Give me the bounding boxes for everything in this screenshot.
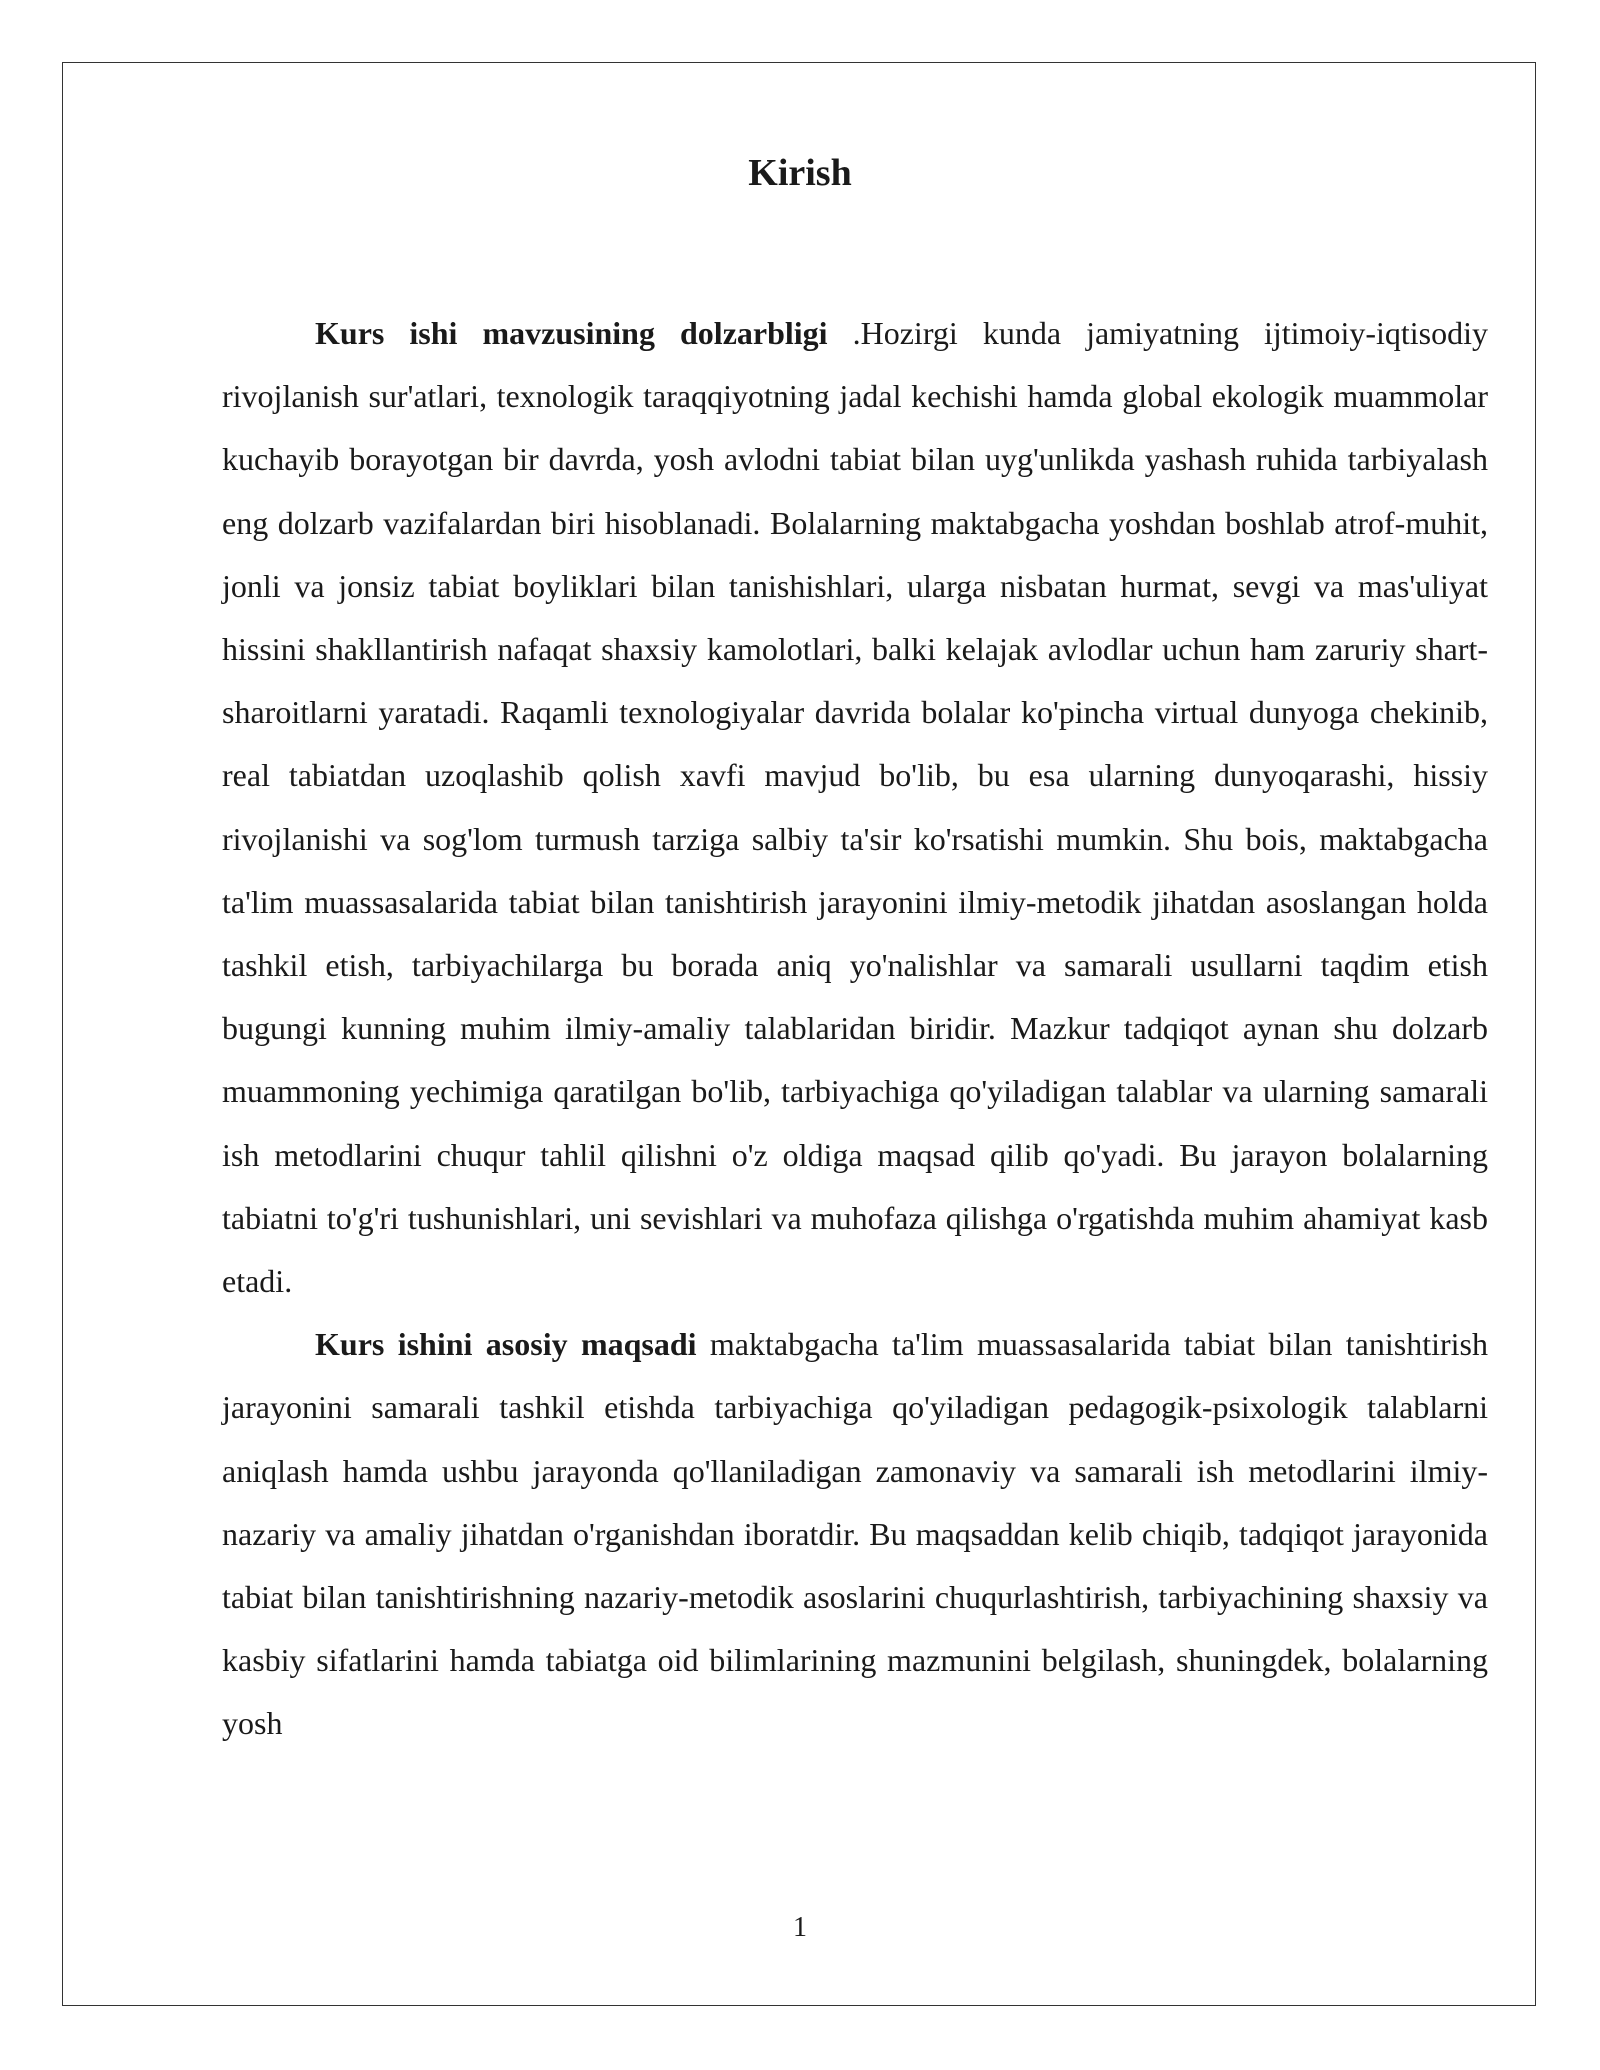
document-body: [222, 302, 1488, 1756]
paragraph-text: maktabgacha ta'lim muassasalarida tabiat bilan tanishtirish jarayonini samarali tashkil etishda tarbiyachiga qo'yiladigan pedagogik-psixologik talablarni aniqlash hamda ushbu jarayonda qo'llaniladigan zamonaviy va samarali ish metodlarini ilmiy-nazariy va amaliy jihatdan o'rganishdan iboratdir. Bu maqsaddan kelib chiqib, tadqiqot jarayonida tabiat bilan tanishtirishning nazariy-metodik asoslarini chuqurlashtirish, tarbiyachining shaxsiy va kasbiy sifatlarini hamda tabiatga oid bilimlarining mazmunini belgilash, shuningdek, bolalarning yosh: [222, 1326, 1488, 1742]
page-title: Kirish: [748, 152, 852, 194]
paragraph-text: .Hozirgi kunda jamiyatning ijtimoiy-iqtisodiy rivojlanish sur'atlari, texnologik taraqqiyotning jadal kechishi hamda global ekologik muammolar kuchayib borayotgan bir davrda, yosh avlodni tabiat bilan uyg'unlikda yashash ruhida tarbiyalash eng dolzarb vazifalardan biri hisoblanadi. Bolalarning maktabgacha yoshdan boshlab atrof-muhit, jonli va jonsiz tabiat boyliklari bilan tanishishlari, ularga nisbatan hurmat, sevgi va mas'uliyat hissini shakllantirish nafaqat shaxsiy kamolotlari, balki kelajak avlodlar uchun ham zaruriy shart-sharoitlarni yaratadi. Raqamli texnologiyalar davrida bolalar ko'pincha virtual dunyoga chekinib, real tabiatdan uzoqlashib qolish xavfi mavjud bo'lib, bu esa ularning dunyoqarashi, hissiy rivojlanishi va sog'lom turmush tarziga salbiy ta'sir ko'rsatishi mumkin. Shu bois, maktabgacha ta'lim muassasalarida tabiat bilan tanishtirish jarayonini ilmiy-metodik jihatdan asoslangan holda tashkil etish, tarbiyachilarga bu borada aniq yo'nalishlar va samarali usullarni taqdim etish bugungi kunning muhim ilmiy-amaliy talablaridan biridir. Mazkur tadqiqot aynan shu dolzarb muammoning yechimiga qaratilgan bo'lib, tarbiyachiga qo'yiladigan talablar va ularning samarali ish metodlarini chuqur tahlil qilishni o'z oldiga maqsad qilib qo'yadi. Bu jarayon bolalarning tabiatni to'g'ri tushunishlari, uni sevishlari va muhofaza qilishga o'rgatishda muhim ahamiyat kasb etadi.: [222, 315, 1488, 1300]
paragraph-relevance: [222, 302, 1488, 1313]
paragraph-lead: Kurs ishini asosiy maqsadi: [315, 1326, 697, 1363]
paragraph-lead: Kurs ishi mavzusining dolzarbligi: [315, 315, 828, 351]
paragraph-goal: [222, 1313, 1488, 1755]
page-number: 1: [793, 1912, 807, 1943]
